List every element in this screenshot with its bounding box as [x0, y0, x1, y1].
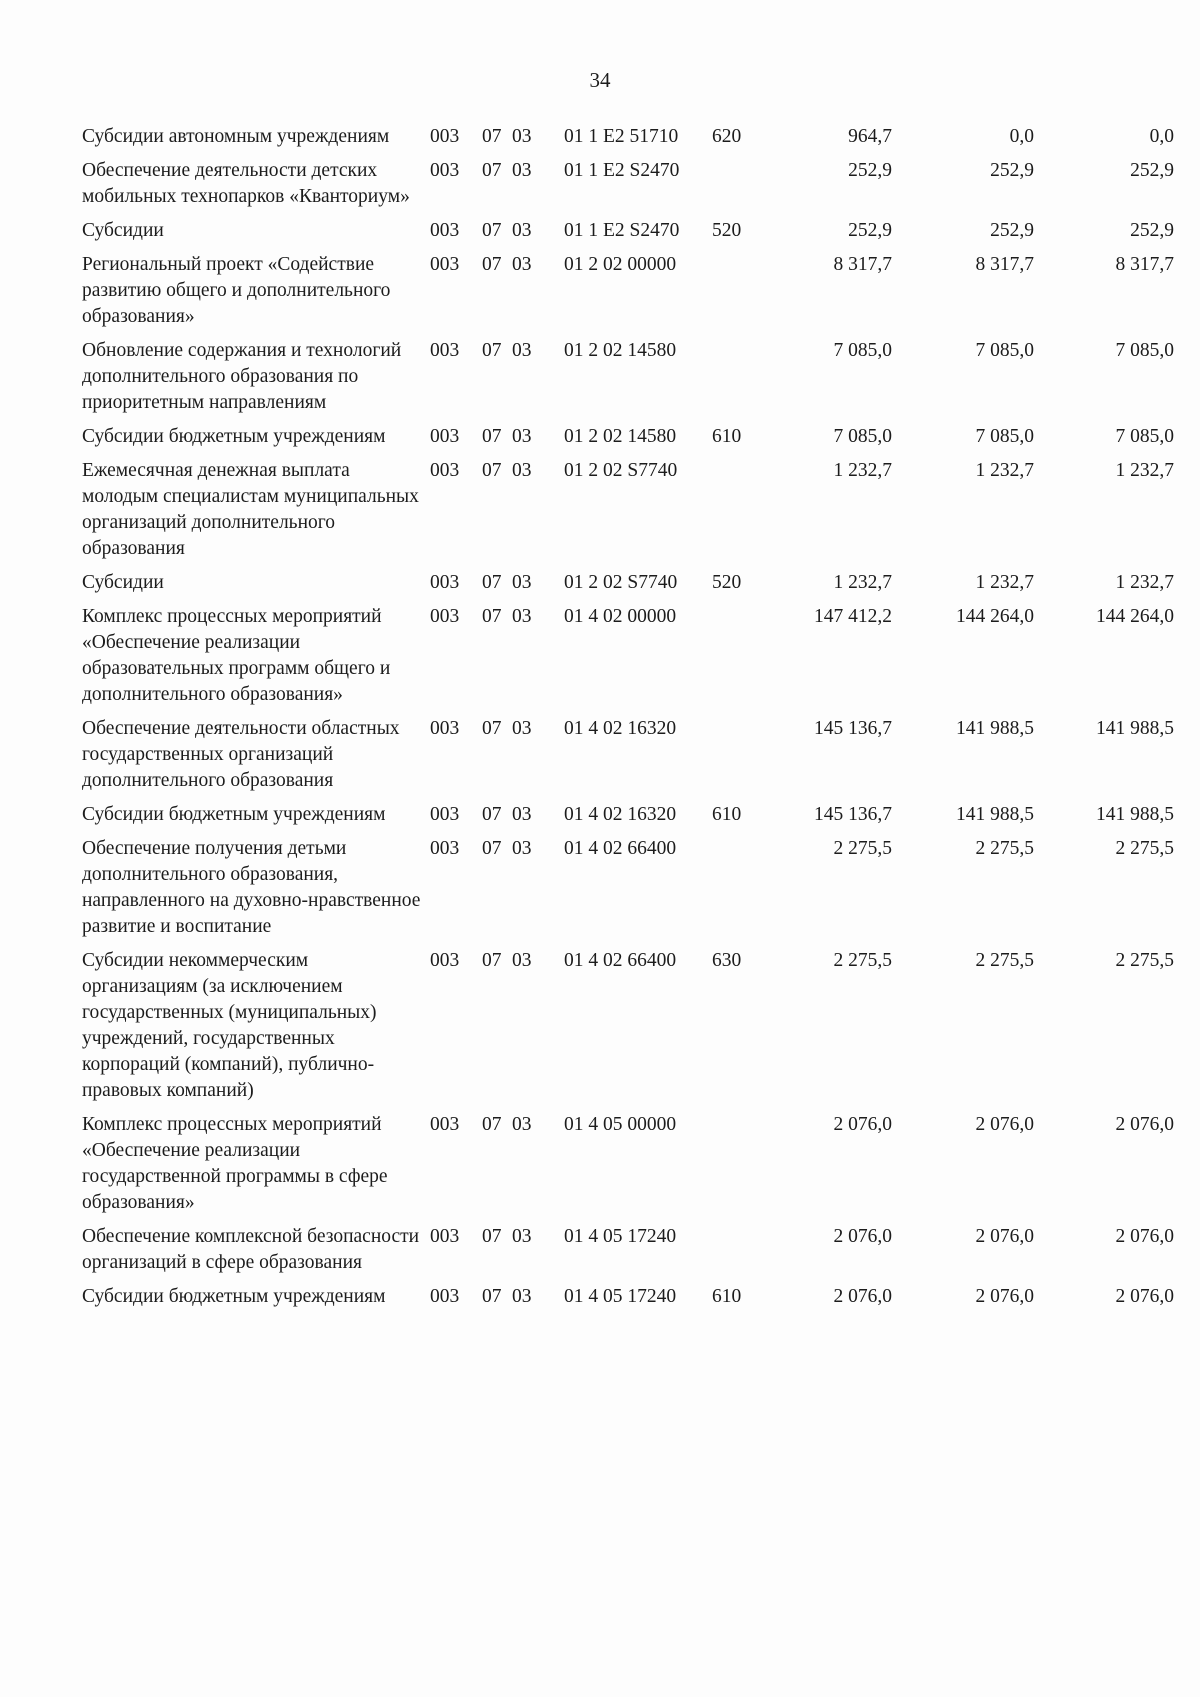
grbs-code: 003: [430, 1114, 460, 1135]
grbs-code: 003: [430, 804, 460, 825]
target-article-code: 01 4 02 16320: [564, 804, 677, 825]
subsection-code: 03: [512, 254, 532, 275]
amount-year-2: 2 076,0: [975, 1286, 1034, 1307]
amount-year-3: 0,0: [1149, 126, 1174, 147]
subsection-code: 03: [512, 718, 532, 739]
amount-year-3: 2 275,5: [1115, 950, 1174, 971]
amount-year-3: 144 264,0: [1096, 606, 1174, 627]
amount-year-2: 7 085,0: [975, 426, 1034, 447]
amount-year-1: 2 076,0: [833, 1114, 892, 1135]
amount-year-2: 252,9: [990, 220, 1034, 241]
section-code: 07: [482, 1226, 502, 1247]
amount-year-3: 7 085,0: [1115, 426, 1174, 447]
section-code: 07: [482, 340, 502, 361]
amount-year-2: 7 085,0: [975, 340, 1034, 361]
expenditure-name: Субсидии: [82, 572, 164, 593]
expenditure-name: Комплекс процессных мероприятий «Обеспечение реализации государственной программы в сфере образования»: [82, 1114, 388, 1213]
subsection-code: 03: [512, 1286, 532, 1307]
amount-year-2: 1 232,7: [975, 460, 1034, 481]
grbs-code: 003: [430, 254, 460, 275]
table-row: [82, 1224, 1174, 1284]
grbs-code: 003: [430, 950, 460, 971]
target-article-code: 01 1 Е2 51710: [564, 126, 679, 147]
amount-year-3: 2 076,0: [1115, 1286, 1174, 1307]
amount-year-3: 1 232,7: [1115, 572, 1174, 593]
amount-year-1: 147 412,2: [814, 606, 892, 627]
grbs-code: 003: [430, 1226, 460, 1247]
subsection-code: 03: [512, 426, 532, 447]
expenditure-name: Ежемесячная денежная выплата молодым специалистам муниципальных организаций дополнительного образования: [82, 460, 419, 559]
amount-year-2: 1 232,7: [975, 572, 1034, 593]
amount-year-2: 8 317,7: [975, 254, 1034, 275]
grbs-code: 003: [430, 160, 460, 181]
table-row: [82, 338, 1174, 424]
subsection-code: 03: [512, 1226, 532, 1247]
expenditure-name: Субсидии автономным учреждениям: [82, 126, 390, 147]
expense-type-code: 520: [712, 572, 742, 593]
expense-type-code: 610: [712, 426, 742, 447]
amount-year-1: 252,9: [848, 160, 892, 181]
table-row: [82, 948, 1174, 1112]
expenditure-name: Субсидии некоммерческим организациям (за исключением государственных (муниципальных) учреждений, государственных корпораций (компаний), публично-правовых компаний): [82, 950, 377, 1101]
table-row: [82, 716, 1174, 802]
amount-year-2: 2 076,0: [975, 1226, 1034, 1247]
amount-year-2: 0,0: [1009, 126, 1034, 147]
expenditure-name: Субсидии бюджетным учреждениям: [82, 804, 386, 825]
table-row: [82, 218, 1174, 252]
amount-year-1: 2 275,5: [833, 950, 892, 971]
amount-year-3: 8 317,7: [1115, 254, 1174, 275]
subsection-code: 03: [512, 1114, 532, 1135]
amount-year-1: 8 317,7: [833, 254, 892, 275]
section-code: 07: [482, 460, 502, 481]
expenditure-name: Обеспечение комплексной безопасности организаций в сфере образования: [82, 1226, 420, 1273]
grbs-code: 003: [430, 838, 460, 859]
table-row: [82, 252, 1174, 338]
target-article-code: 01 4 02 16320: [564, 718, 677, 739]
target-article-code: 01 4 05 17240: [564, 1286, 677, 1307]
table-row: [82, 570, 1174, 604]
amount-year-1: 1 232,7: [833, 460, 892, 481]
target-article-code: 01 4 05 00000: [564, 1114, 677, 1135]
subsection-code: 03: [512, 950, 532, 971]
section-code: 07: [482, 606, 502, 627]
subsection-code: 03: [512, 572, 532, 593]
amount-year-3: 7 085,0: [1115, 340, 1174, 361]
target-article-code: 01 1 Е2 S2470: [564, 220, 680, 241]
table-row: [82, 802, 1174, 836]
amount-year-3: 141 988,5: [1096, 718, 1174, 739]
amount-year-3: 2 076,0: [1115, 1226, 1174, 1247]
amount-year-1: 2 275,5: [833, 838, 892, 859]
amount-year-2: 141 988,5: [956, 718, 1034, 739]
target-article-code: 01 2 02 14580: [564, 426, 677, 447]
expense-type-code: 610: [712, 804, 742, 825]
grbs-code: 003: [430, 606, 460, 627]
amount-year-2: 2 275,5: [975, 950, 1034, 971]
grbs-code: 003: [430, 220, 460, 241]
subsection-code: 03: [512, 838, 532, 859]
table-row: [82, 124, 1174, 158]
amount-year-2: 252,9: [990, 160, 1034, 181]
grbs-code: 003: [430, 1286, 460, 1307]
section-code: 07: [482, 1114, 502, 1135]
table-row: [82, 1112, 1174, 1224]
expenditure-name: Обеспечение получения детьми дополнительного образования, направленного на духовно-нравственное развитие и воспитание: [82, 838, 421, 937]
subsection-code: 03: [512, 220, 532, 241]
section-code: 07: [482, 838, 502, 859]
expenditure-name: Комплекс процессных мероприятий «Обеспечение реализации образовательных программ общего и дополнительного образования»: [82, 606, 391, 705]
grbs-code: 003: [430, 572, 460, 593]
expense-type-code: 630: [712, 950, 742, 971]
amount-year-1: 252,9: [848, 220, 892, 241]
amount-year-1: 145 136,7: [814, 718, 892, 739]
amount-year-1: 964,7: [848, 126, 892, 147]
amount-year-3: 2 275,5: [1115, 838, 1174, 859]
grbs-code: 003: [430, 460, 460, 481]
amount-year-1: 2 076,0: [833, 1286, 892, 1307]
budget-table: [82, 124, 1174, 1318]
target-article-code: 01 4 02 00000: [564, 606, 677, 627]
amount-year-2: 141 988,5: [956, 804, 1034, 825]
target-article-code: 01 4 02 66400: [564, 838, 677, 859]
section-code: 07: [482, 572, 502, 593]
page-number: 34: [589, 68, 611, 92]
table-row: [82, 604, 1174, 716]
section-code: 07: [482, 220, 502, 241]
expenditure-name: Обеспечение деятельности областных государственных организаций дополнительного образования: [82, 718, 400, 791]
table-row: [82, 158, 1174, 218]
table-row: [82, 458, 1174, 570]
amount-year-1: 7 085,0: [833, 426, 892, 447]
expenditure-name: Региональный проект «Содействие развитию общего и дополнительного образования»: [82, 254, 391, 327]
expenditure-name: Субсидии бюджетным учреждениям: [82, 426, 386, 447]
subsection-code: 03: [512, 460, 532, 481]
target-article-code: 01 2 02 S7740: [564, 572, 678, 593]
section-code: 07: [482, 804, 502, 825]
amount-year-3: 1 232,7: [1115, 460, 1174, 481]
subsection-code: 03: [512, 160, 532, 181]
grbs-code: 003: [430, 340, 460, 361]
amount-year-2: 2 076,0: [975, 1114, 1034, 1135]
grbs-code: 003: [430, 126, 460, 147]
amount-year-1: 7 085,0: [833, 340, 892, 361]
amount-year-3: 2 076,0: [1115, 1114, 1174, 1135]
target-article-code: 01 2 02 00000: [564, 254, 677, 275]
expense-type-code: 520: [712, 220, 742, 241]
target-article-code: 01 2 02 S7740: [564, 460, 678, 481]
subsection-code: 03: [512, 606, 532, 627]
expenditure-name: Субсидии бюджетным учреждениям: [82, 1286, 386, 1307]
amount-year-1: 145 136,7: [814, 804, 892, 825]
subsection-code: 03: [512, 340, 532, 361]
expenditure-name: Обновление содержания и технологий дополнительного образования по приоритетным направлениям: [82, 340, 402, 413]
section-code: 07: [482, 126, 502, 147]
amount-year-1: 1 232,7: [833, 572, 892, 593]
table-row: [82, 424, 1174, 458]
target-article-code: 01 1 Е2 S2470: [564, 160, 680, 181]
table-row: [82, 836, 1174, 948]
grbs-code: 003: [430, 426, 460, 447]
expenditure-name: Субсидии: [82, 220, 164, 241]
target-article-code: 01 4 02 66400: [564, 950, 677, 971]
section-code: 07: [482, 426, 502, 447]
section-code: 07: [482, 254, 502, 275]
expense-type-code: 620: [712, 126, 742, 147]
amount-year-2: 2 275,5: [975, 838, 1034, 859]
section-code: 07: [482, 718, 502, 739]
grbs-code: 003: [430, 718, 460, 739]
amount-year-3: 252,9: [1130, 220, 1174, 241]
subsection-code: 03: [512, 804, 532, 825]
amount-year-3: 141 988,5: [1096, 804, 1174, 825]
subsection-code: 03: [512, 126, 532, 147]
section-code: 07: [482, 950, 502, 971]
amount-year-2: 144 264,0: [956, 606, 1034, 627]
amount-year-3: 252,9: [1130, 160, 1174, 181]
expenditure-name: Обеспечение деятельности детских мобильных технопарков «Кванториум»: [82, 160, 410, 207]
target-article-code: 01 4 05 17240: [564, 1226, 677, 1247]
amount-year-1: 2 076,0: [833, 1226, 892, 1247]
section-code: 07: [482, 160, 502, 181]
table-row: [82, 1284, 1174, 1318]
expense-type-code: 610: [712, 1286, 742, 1307]
section-code: 07: [482, 1286, 502, 1307]
target-article-code: 01 2 02 14580: [564, 340, 677, 361]
